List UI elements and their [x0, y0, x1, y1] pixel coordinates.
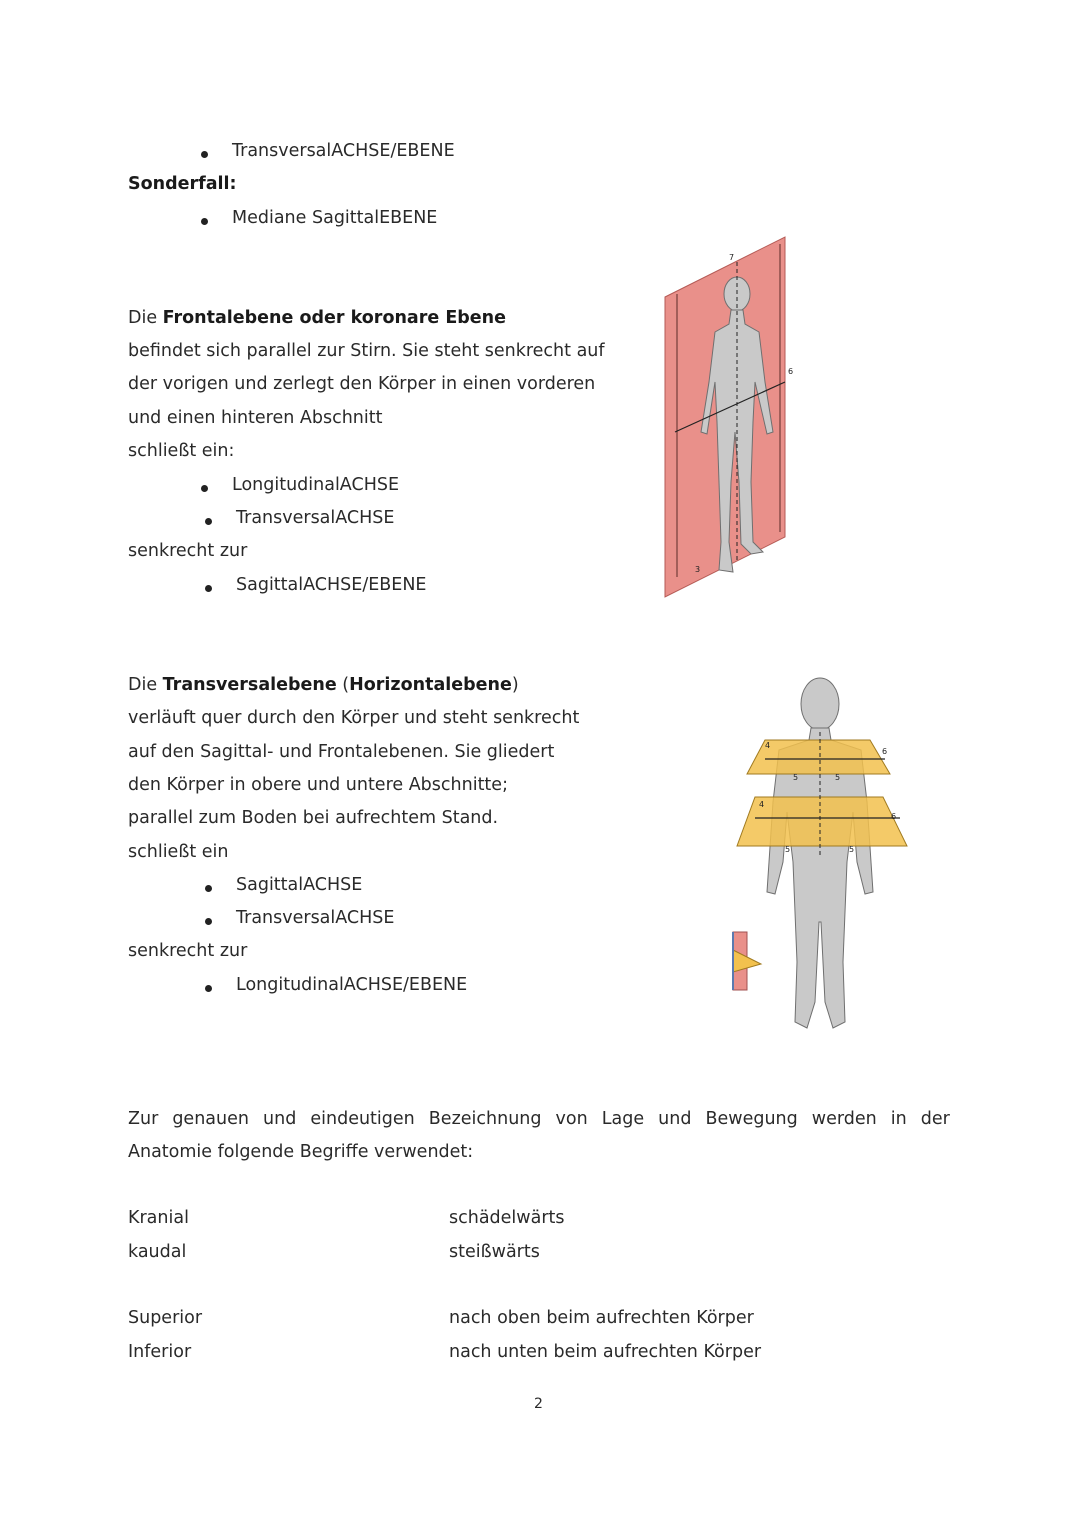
intro-word: und: [263, 1109, 297, 1129]
frontal-include-2: TransversalACHSE: [236, 508, 395, 528]
intro-line-2: Anatomie folgende Begriffe verwendet:: [128, 1142, 474, 1162]
intro-word: in: [890, 1109, 907, 1129]
fig2-label-left-lower: 4: [759, 800, 765, 809]
intro-word: der: [920, 1109, 950, 1129]
intro-word: Zur: [128, 1109, 159, 1129]
bullet-median: Mediane SagittalEBENE: [232, 208, 438, 228]
intro-word: Bewegung: [705, 1109, 798, 1129]
frontal-includes-label: schließt ein:: [128, 441, 235, 461]
frontal-lead: Die: [128, 308, 163, 328]
transversal-include-2: TransversalACHSE: [236, 908, 395, 928]
transversal-paren-close: ): [511, 675, 519, 695]
frontal-line-1: befindet sich parallel zur Stirn. Sie steht senkrecht auf: [128, 341, 605, 361]
page-number: 2: [534, 1396, 543, 1412]
intro-word: genauen: [172, 1109, 249, 1129]
transversal-perp-1: LongitudinalACHSE/EBENE: [236, 975, 468, 995]
fig2-label-mid-a: 5: [793, 773, 799, 782]
transversal-include-1: SagittalACHSE: [236, 875, 363, 895]
transversal-paren-open: (: [336, 675, 350, 695]
intro-word: werden: [811, 1109, 877, 1129]
term-label: kaudal: [128, 1242, 187, 1262]
term-meaning: nach unten beim aufrechten Körper: [449, 1342, 762, 1362]
transversal-line-3: den Körper in obere und untere Abschnitte;: [128, 775, 508, 795]
frontal-perp-label: senkrecht zur: [128, 541, 248, 561]
term-meaning: schädelwärts: [449, 1208, 565, 1228]
sonderfall-heading: Sonderfall:: [128, 174, 237, 194]
fig2-label-left-upper: 4: [765, 741, 771, 750]
intro-word: Lage: [601, 1109, 645, 1129]
intro-line-1: [128, 1109, 950, 1129]
transversal-line-2: auf den Sagittal- und Frontalebenen. Sie gliedert: [128, 742, 555, 762]
fig1-label-right: 6: [788, 367, 794, 376]
transversal-term: Transversalebene: [162, 675, 337, 695]
term-meaning: steißwärts: [449, 1242, 540, 1262]
intro-word: eindeutigen: [310, 1109, 415, 1129]
fig2-label-low-b: 5: [849, 845, 855, 854]
fig2-label-right-upper: 6: [882, 747, 888, 756]
frontal-perp-1: SagittalACHSE/EBENE: [236, 575, 427, 595]
frontal-term: Frontalebene oder koronare Ebene: [162, 308, 506, 328]
term-label: Superior: [128, 1308, 203, 1328]
plane-orientation-icon: [733, 932, 761, 990]
transversal-perp-label: senkrecht zur: [128, 941, 248, 961]
transversal-plane-figure: [725, 662, 915, 1034]
frontal-plane-figure: [655, 232, 795, 602]
fig2-label-mid-b: 5: [835, 773, 841, 782]
transversal-line-4: parallel zum Boden bei aufrechtem Stand.: [128, 808, 499, 828]
bullet-transversal: TransversalACHSE/EBENE: [232, 141, 455, 161]
transversal-term2: Horizontalebene: [349, 675, 512, 695]
frontal-heading: [128, 308, 506, 328]
frontal-line-3: und einen hinteren Abschnitt: [128, 408, 383, 428]
fig1-label-top: 7: [729, 253, 735, 262]
transversal-line-1: verläuft quer durch den Körper und steht senkrecht: [128, 708, 580, 728]
frontal-include-1: LongitudinalACHSE: [232, 475, 400, 495]
frontal-line-2: der vorigen und zerlegt den Körper in einen vorderen: [128, 374, 596, 394]
intro-word: und: [658, 1109, 692, 1129]
fig2-label-low-a: 5: [785, 845, 791, 854]
term-label: Kranial: [128, 1208, 189, 1228]
intro-word: Bezeichnung: [428, 1109, 542, 1129]
transversal-lead: Die: [128, 675, 163, 695]
fig1-label-bottom: 3: [695, 565, 701, 574]
term-meaning: nach oben beim aufrechten Körper: [449, 1308, 754, 1328]
fig2-label-right-lower: 6: [891, 812, 897, 821]
transversal-includes-label: schließt ein: [128, 842, 229, 862]
intro-word: von: [555, 1109, 588, 1129]
term-label: Inferior: [128, 1342, 192, 1362]
transversal-heading: [128, 675, 519, 695]
